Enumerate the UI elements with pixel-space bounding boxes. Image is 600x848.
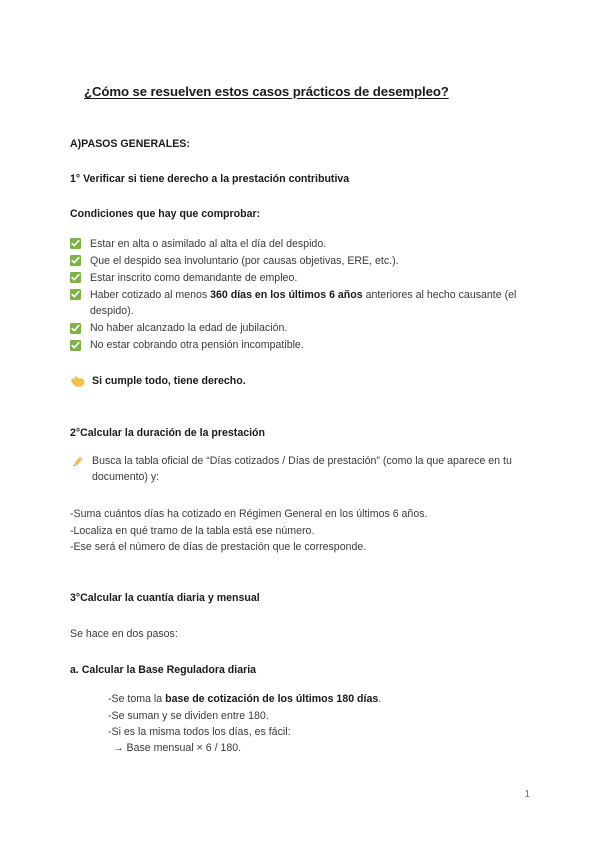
list-item-text: No haber alcanzado la edad de jubilación. <box>90 322 288 335</box>
conditions-list <box>70 236 532 354</box>
document-content <box>70 84 532 757</box>
conclusion-text-post: . <box>242 375 246 388</box>
section-a-conclusion <box>70 374 532 390</box>
list-item: -Ese será el número de días de prestación que le corresponde. <box>70 541 367 554</box>
section-a-heading: A)PASOS GENERALES: <box>70 137 190 150</box>
step2-instruction <box>70 454 532 486</box>
page-title: ¿Cómo se resuelven estos casos prácticos de desempleo? <box>84 84 449 99</box>
list-item <box>70 320 532 336</box>
list-item: -Localiza en qué tramo de la tabla está ese número. <box>70 524 315 537</box>
list-item <box>70 287 532 319</box>
list-item-text-bold: base de cotización de los últimos 180 días <box>165 693 379 706</box>
list-item-formula: → Base mensual × 6 / 180. <box>113 742 242 755</box>
list-item-text: Que el despido sea involuntario (por causas objetivas, ERE, etc.). <box>90 254 399 267</box>
step2-heading: 2°Calcular la duración de la prestación <box>70 427 265 440</box>
step3-heading: 3°Calcular la cuantía diaria y mensual <box>70 592 260 605</box>
list-item: -Suma cuántos días ha cotizado en Régimen General en los últimos 6 años. <box>70 508 428 521</box>
list-item-text: Estar en alta o asimilado al alta el día del despido. <box>90 237 327 250</box>
check-icon <box>70 255 81 266</box>
list-item <box>70 253 532 269</box>
check-icon <box>70 340 81 351</box>
step2-instruction-text: Busca la tabla oficial de “Días cotizados / Días de prestación” (como la que aparece en tu documento) y: <box>92 455 512 484</box>
step3-sub-a-items <box>108 691 532 757</box>
list-item-text-post: . <box>378 693 382 706</box>
conditions-heading: Condiciones que hay que comprobar: <box>70 208 261 221</box>
list-item <box>108 691 532 707</box>
list-item-text: Estar inscrito como demandante de empleo. <box>90 271 298 284</box>
page-number: 1 <box>524 789 530 800</box>
pencil-icon <box>70 455 85 469</box>
list-item-text-pre: Haber cotizado al menos <box>90 288 211 301</box>
list-item-text-pre: -Se toma la <box>108 693 166 706</box>
list-item: -Se suman y se dividen entre 180. <box>108 709 269 722</box>
check-icon <box>70 272 81 283</box>
step3-sub-a-heading: a. Calcular la Base Reguladora diaria <box>70 663 257 676</box>
step1-heading: 1° Verificar si tiene derecho a la prestación contributiva <box>70 172 350 185</box>
step3-intro: Se hace en dos pasos: <box>70 627 178 640</box>
list-item-text: No estar cobrando otra pensión incompatible. <box>90 339 304 352</box>
conclusion-text-bold: Si cumple todo, tiene derecho <box>92 375 243 388</box>
step2-items <box>70 506 532 555</box>
check-icon <box>70 238 81 249</box>
pointing-finger-icon <box>70 375 85 388</box>
check-icon <box>70 289 81 300</box>
list-item <box>70 270 532 286</box>
list-item-text-bold: 360 días en los últimos 6 años <box>210 288 363 301</box>
list-item <box>70 337 532 353</box>
list-item <box>70 236 532 252</box>
list-item: -Si es la misma todos los días, es fácil: <box>108 725 291 738</box>
list-item-text-post: anteriores al hecho causante (el despido). <box>90 288 517 317</box>
check-icon <box>70 323 81 334</box>
